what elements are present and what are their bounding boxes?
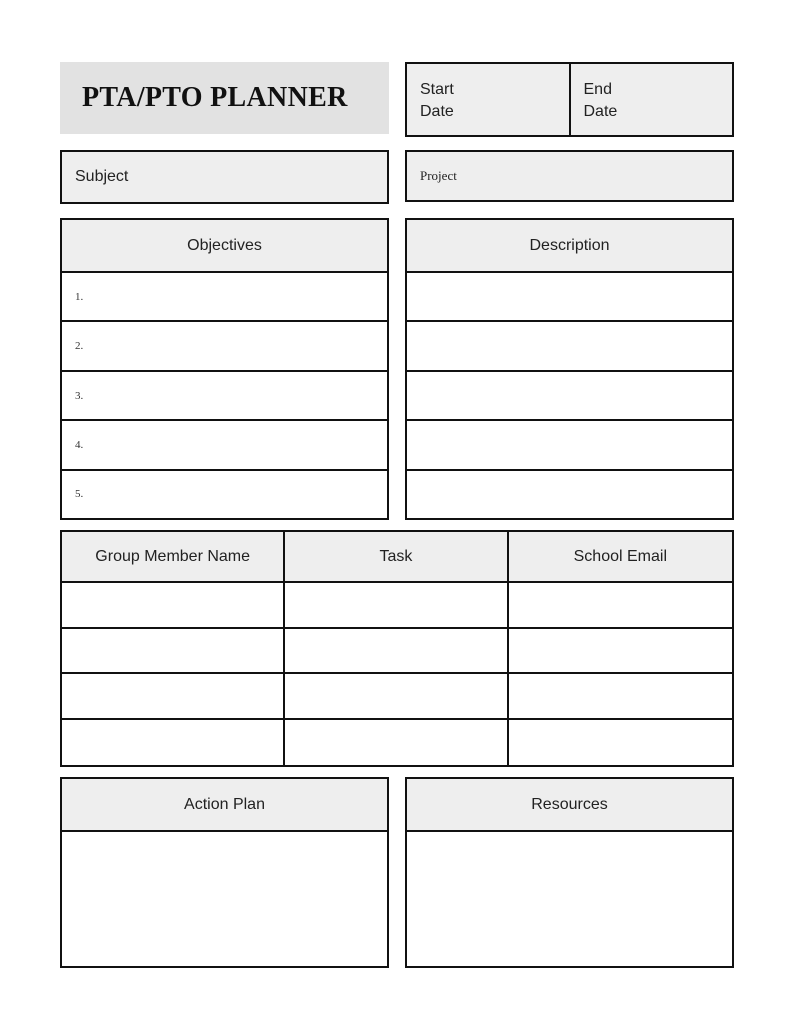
objective-row[interactable] xyxy=(62,322,387,371)
member-name-cell[interactable] xyxy=(62,629,285,675)
objective-row[interactable] xyxy=(62,471,387,518)
resources-area[interactable] xyxy=(407,832,732,966)
description-row[interactable] xyxy=(407,372,732,421)
subject-label: Subject xyxy=(75,168,129,185)
objective-row[interactable] xyxy=(62,421,387,470)
action-plan-panel xyxy=(60,777,389,968)
objective-row[interactable] xyxy=(62,372,387,421)
planner-title-banner xyxy=(60,62,389,134)
description-row[interactable] xyxy=(407,421,732,470)
group-members-table xyxy=(60,530,734,767)
action-plan-header: Action Plan xyxy=(62,779,387,832)
project-field[interactable] xyxy=(405,150,734,202)
objectives-header: Objectives xyxy=(62,220,387,273)
date-range-box xyxy=(405,62,734,137)
start-date-label: Start Date xyxy=(420,81,454,120)
end-date-label: End Date xyxy=(583,81,618,120)
email-cell[interactable] xyxy=(509,583,732,629)
task-header: Task xyxy=(285,532,508,583)
objective-row[interactable] xyxy=(62,273,387,322)
resources-panel xyxy=(405,777,734,968)
task-cell[interactable] xyxy=(285,583,508,629)
description-row[interactable] xyxy=(407,322,732,371)
email-cell[interactable] xyxy=(509,629,732,675)
objective-number: 4. xyxy=(75,438,84,451)
objective-number: 3. xyxy=(75,389,84,402)
objective-number: 5. xyxy=(75,488,84,501)
email-cell[interactable] xyxy=(509,674,732,720)
action-plan-area[interactable] xyxy=(62,832,387,966)
description-panel xyxy=(405,218,734,520)
page-title: PTA/PTO PLANNER xyxy=(82,82,348,113)
school-email-header: School Email xyxy=(509,532,732,583)
subject-field[interactable] xyxy=(60,150,389,204)
end-date-field[interactable] xyxy=(569,64,733,135)
objective-number: 1. xyxy=(75,290,84,303)
member-name-cell[interactable] xyxy=(62,720,285,766)
member-name-cell[interactable] xyxy=(62,583,285,629)
objective-number: 2. xyxy=(75,340,84,353)
description-header: Description xyxy=(407,220,732,273)
group-member-name-header: Group Member Name xyxy=(62,532,285,583)
resources-header: Resources xyxy=(407,779,732,832)
task-cell[interactable] xyxy=(285,629,508,675)
task-cell[interactable] xyxy=(285,720,508,766)
email-cell[interactable] xyxy=(509,720,732,766)
description-row[interactable] xyxy=(407,471,732,518)
task-cell[interactable] xyxy=(285,674,508,720)
project-label: Project xyxy=(420,168,457,183)
start-date-field[interactable] xyxy=(407,64,569,135)
member-name-cell[interactable] xyxy=(62,674,285,720)
objectives-panel xyxy=(60,218,389,520)
description-row[interactable] xyxy=(407,273,732,322)
